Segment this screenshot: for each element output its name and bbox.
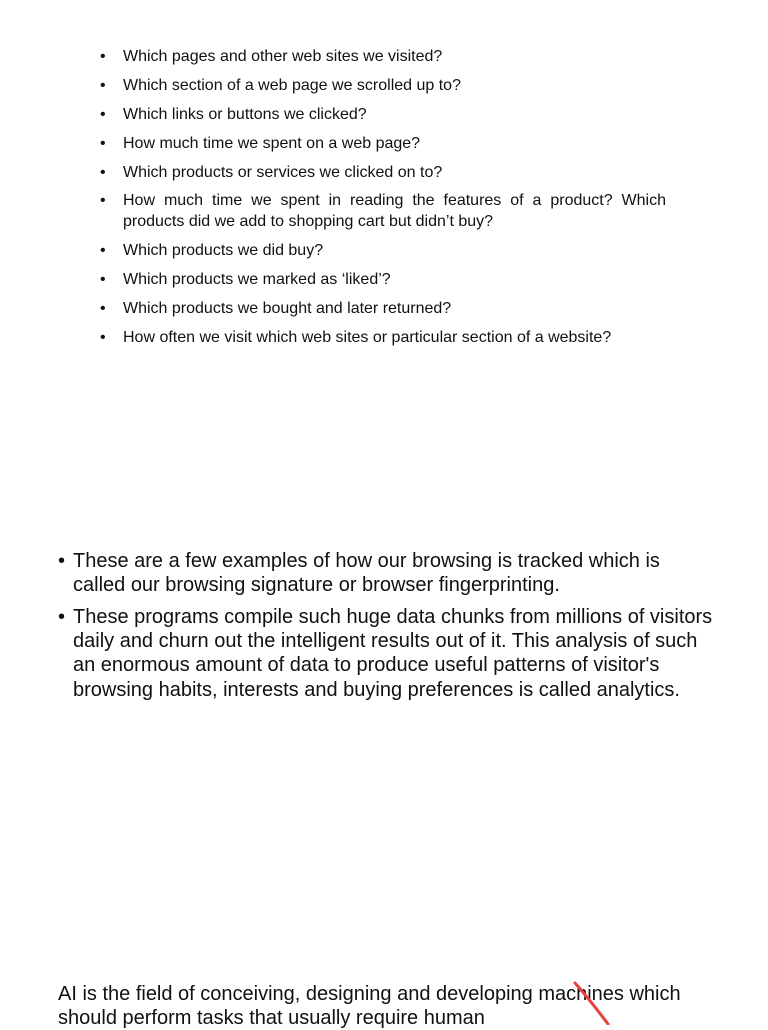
list-item: • How often we visit which web sites or particular section of a website?	[100, 328, 666, 349]
list-item: • These programs compile such huge data chunks from millions of visitors daily and churn out the intelligent results out of it. This analysis of such an enormous amount of data to produce useful patterns of visitor's browsing habits, interests and buying preferences is called analytics.	[58, 605, 713, 702]
list-item: • Which links or buttons we clicked?	[100, 105, 666, 126]
list-item: • Which products or services we clicked on to?	[100, 163, 666, 184]
list-item: • Which section of a web page we scrolled up to?	[100, 76, 666, 97]
list-item: • Which products we marked as ‘liked’?	[100, 270, 666, 291]
list-item: • Which products we did buy?	[100, 241, 666, 262]
list-item: • Which pages and other web sites we visited?	[100, 47, 666, 68]
list-item: • Which products we bought and later returned?	[100, 299, 666, 320]
tracking-questions-list	[100, 47, 666, 356]
list-item: • These are a few examples of how our browsing is tracked which is called our browsing signature or browser fingerprinting.	[58, 549, 713, 597]
list-item: • How much time we spent on a web page?	[100, 134, 666, 155]
summary-points-list	[58, 549, 713, 709]
list-item: • How much time we spent in reading the features of a product? Which products did we add to shopping cart but didn’t buy?	[100, 191, 666, 232]
ai-definition-paragraph: AI is the field of conceiving, designing and developing machines which should perform tasks that usually require human	[58, 983, 681, 1029]
